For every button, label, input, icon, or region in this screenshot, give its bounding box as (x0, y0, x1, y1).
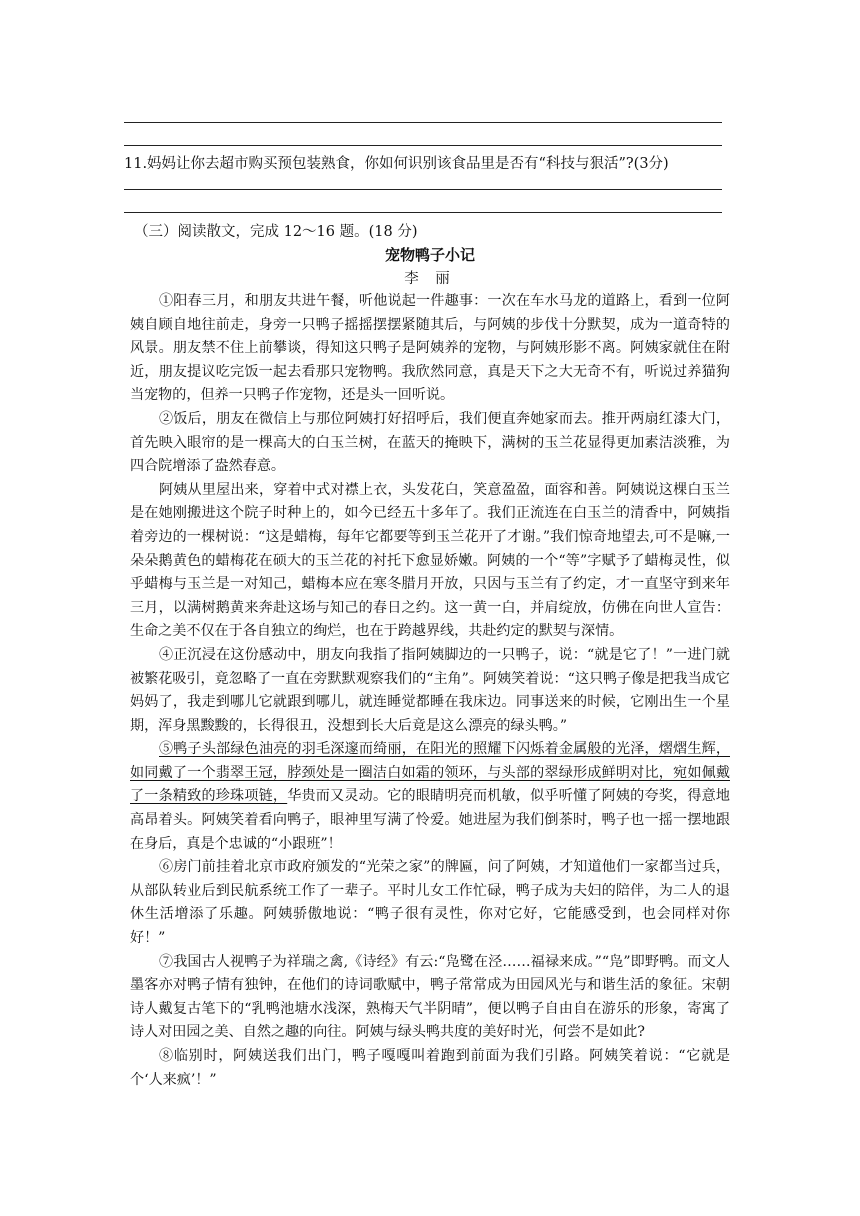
paragraph-1: ①阳春三月，和朋友共进午餐，听他说起一件趣事：一次在车水马龙的道路上，看到一位阿姨自顾自地往前走，身旁一只鸭子摇摇摆摆紧随其后，与阿姨的步伐十分默契，成为一道奇特的风景。朋友禁不住上前攀谈，得知这只鸭子是阿姨养的宠物，与阿姨形影不离。阿姨家就住在附近，朋友提议吃完饭一起去看那只宠物鸭。我欣然同意，真是天下之大无奇不有，听说过养猫狗当宠物的，但养一只鸭子作宠物，还是头一回听说。 (130, 293, 730, 404)
paragraph-7: ⑦我国古人视鸭子为祥瑞之禽,《诗经》有云:“凫鹭在泾……福禄来成。”“凫”即野鸭。而文人墨客亦对鸭子情有独钟，在他们的诗词歌赋中，鸭子常常成为田园风光与和谐生活的象征。宋朝诗人戴复古笔下的“乳鸭池塘水浅深，熟梅天气半阴晴”，便以鸭子自由自在游乐的形象，寄寓了诗人对田园之美、自然之趣的向往。阿姨与绿头鸭共度的美好时光，何尝不是如此? (130, 953, 730, 1041)
article-title: 宠物鸭子小记 (384, 246, 475, 264)
question-11: 11.妈妈让你去超市购买预包装熟食，你如何识别该食品里是否有“科技与狠活”?(3分) (124, 156, 669, 172)
answer-line-3 (124, 189, 722, 190)
answer-line-4 (124, 212, 722, 213)
article-author: 李 丽 (404, 271, 456, 287)
paragraph-6: ⑥房门前挂着北京市政府颁发的“光荣之家”的牌匾，问了阿姨，才知道他们一家都当过兵，从部队转业后到民航系统工作了一辈子。平时儿女工作忙碌，鸭子成为夫妇的陪伴，为二人的退休生活增添了乐趣。阿姨骄傲地说：“鸭子很有灵性，你对它好，它能感受到，也会同样对你好！” (130, 859, 730, 947)
paragraph-3: 阿姨从里屋出来，穿着中式对襟上衣，头发花白，笑意盈盈，面容和善。阿姨说这棵白玉兰是在她刚搬进这个院子时种上的，如今已经五十多年了。我们正流连在白玉兰的清香中，阿姨指着旁边的一棵树说：“这是蜡梅，每年它都要等到玉兰花开了才谢。”我们惊奇地望去,可不是嘛,一朵朵鹅黄色的蜡梅花在硕大的玉兰花的衬托下愈显娇嫩。阿姨的一个“等”字赋予了蜡梅灵性，似乎蜡梅与玉兰是一对知己，蜡梅本应在寒冬腊月开放，只因与玉兰有了约定，才一直坚守到来年三月，以满树鹅黄来奔赴这场与知己的春日之约。这一黄一白，并肩绽放，仿佛在向世人宣告：生命之美不仅在于各自独立的绚烂，也在于跨越界线，共赴约定的默契与深情。 (130, 481, 730, 640)
section-heading: （三）阅读散文，完成 12～16 题。(18 分) (134, 224, 418, 240)
paragraph-5-rest: 华贵而又灵动。它的眼睛明亮而机敏，似乎听懂了阿姨的夸奖，得意地高昂着头。阿姨笑着看向鸭子，眼神里写满了怜爱。她进屋为我们倒茶时，鸭子也一摇一摆地跟在身后，真是个忠诚的“小跟班”！ (130, 788, 731, 852)
paragraph-5 (130, 738, 730, 856)
answer-line-1 (124, 122, 722, 123)
answer-line-2 (124, 145, 722, 146)
paragraph-8: ⑧临别时，阿姨送我们出门，鸭子嘎嘎叫着跑到前面为我们引路。阿姨笑着说：“它就是个‘人来疯’！” (130, 1048, 730, 1088)
article-body (130, 290, 730, 1092)
underlined-sentence: ⑤鸭子头部绿色油亮的羽毛深邃而绮丽，在阳光的照耀下闪烁着金属般的光泽，熠熠生辉，如同戴了一个翡翠王冠，脖颈处是一圈洁白如霜的领环，与头部的翠绿形成鲜明对比，宛如佩戴了一条精致的珍珠项链， (130, 741, 730, 805)
paragraph-2: ②饭后，朋友在微信上与那位阿姨打好招呼后，我们便直奔她家而去。推开两扇红漆大门，首先映入眼帘的是一棵高大的白玉兰树，在蓝天的掩映下，满树的玉兰花显得更加素洁淡雅，为四合院增添了盎然春意。 (130, 410, 730, 475)
paragraph-4: ④正沉浸在这份感动中，朋友向我指了指阿姨脚边的一只鸭子，说：“就是它了！”一进门就被繁花吸引，竟忽略了一直在旁默默观察我们的“主角”。阿姨笑着说：“这只鸭子像是把我当成它妈妈了，我走到哪儿它就跟到哪儿，就连睡觉都睡在我床边。同事送来的时候，它刚出生一个星期，浑身黑黢黢的，长得很丑，没想到长大后竟是这么漂亮的绿头鸭。” (130, 646, 730, 734)
